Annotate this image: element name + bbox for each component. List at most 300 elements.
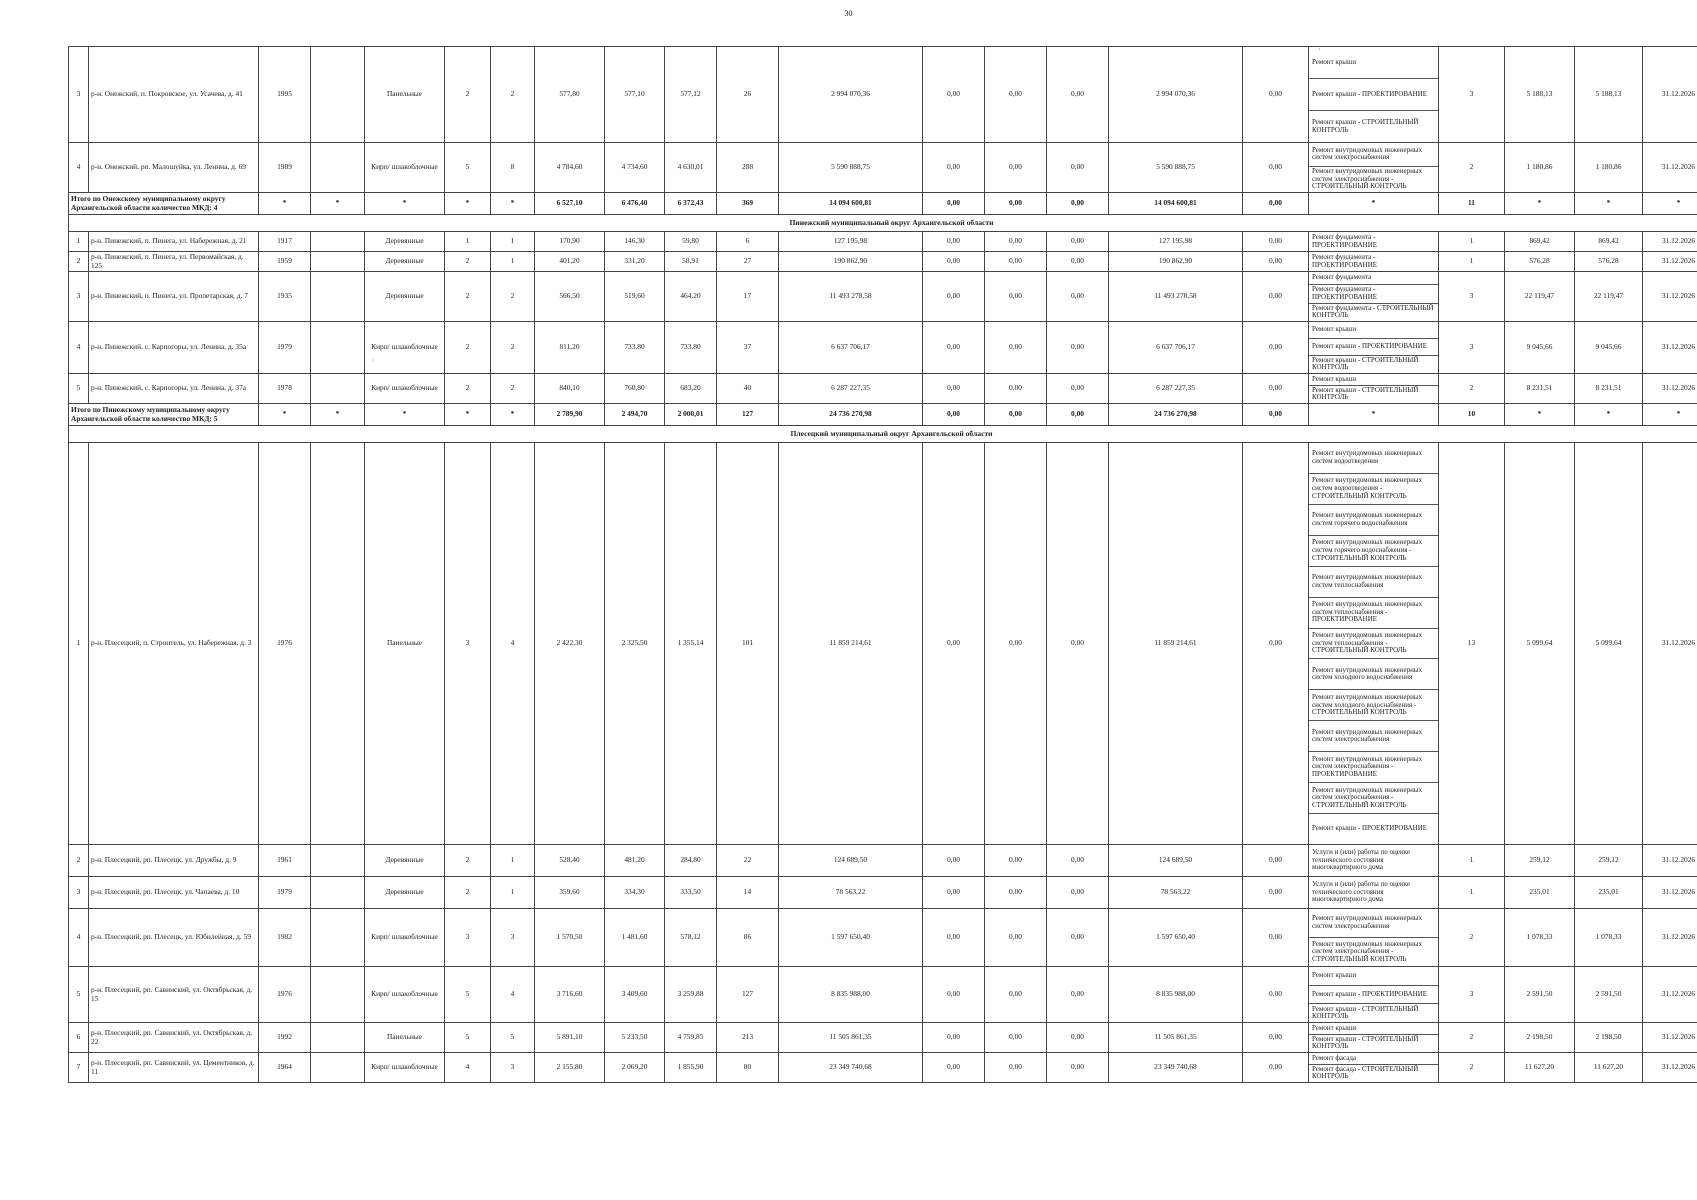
cell-fund-local: 0,00 [1047, 47, 1109, 143]
cell-address: р-н. Плесецкий, рп. Плесецк, ул. Чапаева, д. 10 [89, 877, 259, 909]
works-list [1309, 272, 1438, 321]
cell-year: 1982 [259, 909, 311, 967]
cell-deadline: 31.12.2026 [1643, 374, 1697, 404]
total-deadline: * [1643, 193, 1697, 215]
cell-extra [311, 252, 365, 272]
cell-unit-cost: 869,42 [1505, 232, 1575, 252]
table-row [69, 272, 1697, 322]
cell-year: 1959 [259, 252, 311, 272]
cell-num: 6 [69, 1023, 89, 1053]
cell-num: 2 [69, 252, 89, 272]
cell-fund-federal: 0,00 [923, 1053, 985, 1083]
cell-area-living: 58,91 [665, 252, 717, 272]
total-fund-owners: 14 094 600,81 [1109, 193, 1243, 215]
works-cell [1309, 1053, 1439, 1083]
cell-floors: 2 [445, 322, 491, 374]
table-row [69, 967, 1697, 1023]
cell-unit-cost-max: 1 180,86 [1575, 143, 1643, 193]
cell-area-total: 2 422,30 [535, 443, 605, 845]
cell-entrances: 8 [491, 143, 535, 193]
cell-cost-total: 124 689,50 [779, 845, 923, 877]
cell-unit-cost-max: 259,12 [1575, 845, 1643, 877]
cell-material: Кирп/ шлакоблочные [365, 1053, 445, 1083]
section-header-row [69, 426, 1697, 443]
works-cell [1309, 232, 1439, 252]
cell-unit-cost: 2 198,50 [1505, 1023, 1575, 1053]
total-unit-cost: * [1505, 193, 1575, 215]
cell-residents: 6 [717, 232, 779, 252]
cell-fund-other: 0,00 [1243, 47, 1309, 143]
total-area-living: 2 000,01 [665, 404, 717, 426]
cell-floors: 5 [445, 967, 491, 1023]
total-material: * [365, 193, 445, 215]
cell-extra [311, 443, 365, 845]
table-row [69, 1053, 1697, 1083]
cell-cost-total: 11 859 214,61 [779, 443, 923, 845]
works-cell [1309, 322, 1439, 374]
cell-fund-federal: 0,00 [923, 252, 985, 272]
works-list [1309, 1053, 1438, 1082]
works-cell [1309, 47, 1439, 143]
cell-entrances: 4 [491, 443, 535, 845]
cell-material: Панельные [365, 1023, 445, 1053]
section-header-row [69, 215, 1697, 232]
work-item: Ремонт внутридомовых инженерных систем электроснабжения - СТРОИТЕЛЬНЫЙ КОНТРОЛЬ [1309, 783, 1438, 814]
cell-fund-federal: 0,00 [923, 845, 985, 877]
total-cost-total: 14 094 600,81 [779, 193, 923, 215]
cell-address: р-н. Плесецкий, рп. Савинский, ул. Цементников, д. 11 [89, 1053, 259, 1083]
cell-area-rooms: 2 069,20 [605, 1053, 665, 1083]
cell-material: Панельные [365, 47, 445, 143]
cell-fund-federal: 0,00 [923, 877, 985, 909]
cell-num: 4 [69, 322, 89, 374]
cell-area-total: 2 155,80 [535, 1053, 605, 1083]
cell-fund-owners: 124 689,50 [1109, 845, 1243, 877]
cell-fund-other: 0,00 [1243, 1023, 1309, 1053]
cell-deadline: 31.12.2026 [1643, 1053, 1697, 1083]
cell-material: Кирп/ шлакоблочные [365, 909, 445, 967]
cell-extra [311, 877, 365, 909]
cell-fund-owners: 190 862,90 [1109, 252, 1243, 272]
cell-area-rooms: 519,60 [605, 272, 665, 322]
repair-program-table [68, 46, 1697, 1083]
cell-area-living: 4 759,85 [665, 1023, 717, 1053]
works-cell [1309, 845, 1439, 877]
cell-year: 1964 [259, 1053, 311, 1083]
total-area-rooms: 2 494,70 [605, 404, 665, 426]
cell-area-total: 577,80 [535, 47, 605, 143]
cell-floors: 1 [445, 232, 491, 252]
total-area-living: 6 372,43 [665, 193, 717, 215]
works-list [1309, 877, 1438, 908]
table-row [69, 909, 1697, 967]
cell-area-rooms: 4 734,60 [605, 143, 665, 193]
cell-area-rooms: 146,30 [605, 232, 665, 252]
cell-works-count: 1 [1439, 877, 1505, 909]
cell-num: 1 [69, 232, 89, 252]
cell-address: р-н. Пинежский, п. Пинега, ул. Пролетарская, д. 7 [89, 272, 259, 322]
cell-deadline: 31.12.2026 [1643, 845, 1697, 877]
cell-residents: 127 [717, 967, 779, 1023]
cell-floors: 3 [445, 909, 491, 967]
cell-unit-cost-max: 2 198,50 [1575, 1023, 1643, 1053]
work-item: Ремонт крыши - ПРОЕКТИРОВАНИЕ [1312, 824, 1428, 833]
cell-address: р-н. Плесецкий, рп. Плесецк, ул. Юбилейная, д. 59 [89, 909, 259, 967]
total-cost-total: 24 736 270,98 [779, 404, 923, 426]
work-item: Ремонт внутридомовых инженерных систем горячего водоснабжения - СТРОИТЕЛЬНЫЙ КОНТРОЛЬ [1309, 536, 1438, 567]
cell-extra [311, 143, 365, 193]
table-row [69, 374, 1697, 404]
cell-cost-total: 8 835 988,00 [779, 967, 923, 1023]
cell-deadline: 31.12.2026 [1643, 322, 1697, 374]
total-year: * [259, 404, 311, 426]
cell-unit-cost: 11 627,20 [1505, 1053, 1575, 1083]
cell-cost-total: 11 493 278,58 [779, 272, 923, 322]
cell-deadline: 31.12.2026 [1643, 877, 1697, 909]
cell-entrances: 5 [491, 1023, 535, 1053]
cell-extra [311, 909, 365, 967]
cell-area-rooms: 481,20 [605, 845, 665, 877]
total-unit-cost-max: * [1575, 193, 1643, 215]
cell-entrances: 3 [491, 1053, 535, 1083]
cell-residents: 86 [717, 909, 779, 967]
cell-num: 1 [69, 443, 89, 845]
total-fund-region: 0,00 [985, 404, 1047, 426]
cell-entrances: 1 [491, 252, 535, 272]
cell-extra [311, 845, 365, 877]
cell-area-living: 333,50 [665, 877, 717, 909]
cell-unit-cost: 576,28 [1505, 252, 1575, 272]
cell-fund-owners: 11 505 861,35 [1109, 1023, 1243, 1053]
cell-fund-owners: 78 563,22 [1109, 877, 1243, 909]
section-title: Плесецкий муниципальный округ Архангельской области [69, 426, 1697, 443]
cell-material: Деревянные [365, 232, 445, 252]
cell-unit-cost-max: 235,01 [1575, 877, 1643, 909]
cell-address: р-н. Плесецкий, рп. Савинский, ул. Октябрьская, д. 22 [89, 1023, 259, 1053]
cell-works-count: 1 [1439, 232, 1505, 252]
cell-area-total: 5 891,10 [535, 1023, 605, 1053]
cell-year: 1961 [259, 845, 311, 877]
cell-works-count: 2 [1439, 374, 1505, 404]
cell-year: 1995 [259, 47, 311, 143]
cell-cost-total: 23 349 740,68 [779, 1053, 923, 1083]
cell-unit-cost: 5 188,13 [1505, 47, 1575, 143]
total-entrances: * [491, 404, 535, 426]
cell-fund-owners: 1 597 650,40 [1109, 909, 1243, 967]
works-list [1309, 143, 1438, 192]
cell-area-living: 683,20 [665, 374, 717, 404]
cell-residents: 17 [717, 272, 779, 322]
cell-extra [311, 374, 365, 404]
cell-area-living: 284,80 [665, 845, 717, 877]
cell-floors: 2 [445, 47, 491, 143]
work-item: Ремонт крыши [1309, 322, 1438, 339]
work-item: Ремонт крыши - СТРОИТЕЛЬНЫЙ КОНТРОЛЬ [1312, 1034, 1419, 1051]
total-area-total: 2 789,90 [535, 404, 605, 426]
total-area-total: 6 527,10 [535, 193, 605, 215]
cell-area-total: 4 784,60 [535, 143, 605, 193]
works-cell [1309, 1023, 1439, 1053]
cell-fund-other: 0,00 [1243, 374, 1309, 404]
work-item: Ремонт фундамента [1309, 272, 1438, 285]
total-material: * [365, 404, 445, 426]
work-item: Ремонт внутридомовых инженерных систем электроснабжения - СТРОИТЕЛЬНЫЙ КОНТРОЛЬ [1312, 939, 1423, 963]
cell-fund-region: 0,00 [985, 232, 1047, 252]
cell-fund-local: 0,00 [1047, 967, 1109, 1023]
cell-area-living: 1 855,90 [665, 1053, 717, 1083]
cell-fund-owners: 6 287 227,35 [1109, 374, 1243, 404]
cell-address: р-н. Пинежский, с. Карпогоры, ул. Ленина, д. 37а [89, 374, 259, 404]
cell-area-living: 3 259,88 [665, 967, 717, 1023]
works-list [1309, 47, 1438, 142]
cell-fund-other: 0,00 [1243, 845, 1309, 877]
cell-fund-federal: 0,00 [923, 232, 985, 252]
cell-year: 1989 [259, 143, 311, 193]
cell-area-living: 4 630,01 [665, 143, 717, 193]
works-list [1309, 374, 1438, 403]
cell-extra [311, 1023, 365, 1053]
cell-area-total: 401,20 [535, 252, 605, 272]
cell-fund-owners: 2 994 070,36 [1109, 47, 1243, 143]
cell-deadline: 31.12.2026 [1643, 143, 1697, 193]
cell-unit-cost: 2 591,50 [1505, 967, 1575, 1023]
cell-works-count: 3 [1439, 322, 1505, 374]
cell-year: 1917 [259, 232, 311, 252]
work-item: Ремонт крыши - СТРОИТЕЛЬНЫЙ КОНТРОЛЬ [1312, 117, 1419, 134]
cell-residents: 26 [717, 47, 779, 143]
cell-fund-federal: 0,00 [923, 967, 985, 1023]
cell-address: р-н. Пинежский, с. Карпогоры, ул. Ленина, д. 35а [89, 322, 259, 374]
total-fund-federal: 0,00 [923, 193, 985, 215]
work-item: Ремонт внутридомовых инженерных систем электроснабжения - ПРОЕКТИРОВАНИЕ [1309, 752, 1438, 783]
work-item: Ремонт крыши - СТРОИТЕЛЬНЫЙ КОНТРОЛЬ [1312, 355, 1419, 372]
table-row [69, 252, 1697, 272]
work-item: Ремонт крыши - СТРОИТЕЛЬНЫЙ КОНТРОЛЬ [1312, 385, 1419, 402]
total-row [69, 404, 1697, 426]
cell-cost-total: 6 637 706,17 [779, 322, 923, 374]
cell-fund-federal: 0,00 [923, 374, 985, 404]
cell-floors: 5 [445, 143, 491, 193]
total-fund-other: 0,00 [1243, 404, 1309, 426]
cell-deadline: 31.12.2026 [1643, 272, 1697, 322]
cell-num: 2 [69, 845, 89, 877]
cell-works-count: 2 [1439, 143, 1505, 193]
cell-fund-federal: 0,00 [923, 443, 985, 845]
cell-fund-region: 0,00 [985, 322, 1047, 374]
cell-fund-owners: 5 590 888,75 [1109, 143, 1243, 193]
work-item: Ремонт фасада - СТРОИТЕЛЬНЫЙ КОНТРОЛЬ [1312, 1064, 1419, 1081]
total-fund-local: 0,00 [1047, 404, 1109, 426]
work-item: Ремонт крыши [1309, 1023, 1438, 1035]
work-item: Ремонт внутридомовых инженерных систем горячего водоснабжения [1309, 505, 1438, 536]
cell-deadline: 31.12.2026 [1643, 252, 1697, 272]
cell-fund-other: 0,00 [1243, 877, 1309, 909]
cell-works-count: 2 [1439, 1023, 1505, 1053]
cell-works-count: 3 [1439, 967, 1505, 1023]
cell-extra [311, 967, 365, 1023]
cell-entrances: 2 [491, 322, 535, 374]
cell-deadline: 31.12.2026 [1643, 47, 1697, 143]
total-fund-local: 0,00 [1047, 193, 1109, 215]
cell-fund-federal: 0,00 [923, 143, 985, 193]
cell-area-living: 578,12 [665, 909, 717, 967]
cell-fund-region: 0,00 [985, 909, 1047, 967]
cell-num: 5 [69, 967, 89, 1023]
work-item: Ремонт крыши - СТРОИТЕЛЬНЫЙ КОНТРОЛЬ [1312, 1004, 1419, 1021]
table-row [69, 1023, 1697, 1053]
cell-material: Деревянные [365, 845, 445, 877]
cell-fund-owners: 127 195,98 [1109, 232, 1243, 252]
cell-residents: 22 [717, 845, 779, 877]
cell-fund-local: 0,00 [1047, 143, 1109, 193]
total-residents: 369 [717, 193, 779, 215]
cell-year: 1976 [259, 443, 311, 845]
cell-year: 1979 [259, 322, 311, 374]
cell-fund-other: 0,00 [1243, 967, 1309, 1023]
cell-entrances: 4 [491, 967, 535, 1023]
cell-unit-cost-max: 576,28 [1575, 252, 1643, 272]
cell-fund-region: 0,00 [985, 272, 1047, 322]
cell-fund-local: 0,00 [1047, 443, 1109, 845]
cell-deadline: 31.12.2026 [1643, 443, 1697, 845]
total-extra: * [311, 193, 365, 215]
cell-entrances: 1 [491, 232, 535, 252]
cell-entrances: 2 [491, 374, 535, 404]
cell-area-living: 1 355,14 [665, 443, 717, 845]
cell-address: р-н. Плесецкий, п. Строитель, ул. Набережная, д. 3 [89, 443, 259, 845]
cell-unit-cost-max: 5 099,64 [1575, 443, 1643, 845]
cell-unit-cost: 259,12 [1505, 845, 1575, 877]
work-item: Ремонт внутридомовых инженерных систем теплоснабжения - СТРОИТЕЛЬНЫЙ КОНТРОЛЬ [1309, 629, 1438, 660]
cell-residents: 101 [717, 443, 779, 845]
cell-material: Кирп/ шлакоблочные [365, 967, 445, 1023]
cell-unit-cost: 22 119,47 [1505, 272, 1575, 322]
cell-works-count: 1 [1439, 252, 1505, 272]
cell-area-rooms: 2 325,50 [605, 443, 665, 845]
cell-fund-local: 0,00 [1047, 374, 1109, 404]
cell-unit-cost-max: 8 231,51 [1575, 374, 1643, 404]
table-row [69, 845, 1697, 877]
cell-fund-local: 0,00 [1047, 1023, 1109, 1053]
total-unit-cost-max: * [1575, 404, 1643, 426]
total-residents: 127 [717, 404, 779, 426]
works-cell [1309, 877, 1439, 909]
cell-extra [311, 322, 365, 374]
work-item: Ремонт крыши [1309, 374, 1438, 386]
table-row [69, 877, 1697, 909]
total-fund-owners: 24 736 270,98 [1109, 404, 1243, 426]
total-works: * [1309, 404, 1439, 426]
total-deadline: * [1643, 404, 1697, 426]
cell-area-living: 59,80 [665, 232, 717, 252]
work-item: Ремонт внутридомовых инженерных систем холодного водоснабжения - СТРОИТЕЛЬНЫЙ КОНТРОЛЬ [1309, 690, 1438, 721]
works-cell [1309, 143, 1439, 193]
cell-area-living: 577,12 [665, 47, 717, 143]
total-extra: * [311, 404, 365, 426]
cell-residents: 27 [717, 252, 779, 272]
cell-fund-federal: 0,00 [923, 47, 985, 143]
work-item: Ремонт внутридомовых инженерных систем электроснабжения - СТРОИТЕЛЬНЫЙ КОНТРОЛЬ [1312, 166, 1423, 191]
cell-fund-other: 0,00 [1243, 443, 1309, 845]
work-item: Услуги и (или) работы по оценке технического состояния многоквартирного дома [1312, 848, 1410, 872]
cell-fund-region: 0,00 [985, 143, 1047, 193]
cell-material: Панельные [365, 443, 445, 845]
work-item: Ремонт внутридомовых инженерных систем холодного водоснабжения [1309, 659, 1438, 690]
work-item: Ремонт внутридомовых инженерных систем теплоснабжения - ПРОЕКТИРОВАНИЕ [1309, 598, 1438, 629]
work-item: Ремонт крыши - ПРОЕКТИРОВАНИЕ [1309, 79, 1438, 111]
cell-works-count: 3 [1439, 272, 1505, 322]
section-title: Пинежский муниципальный округ Архангельской области [69, 215, 1697, 232]
cell-fund-region: 0,00 [985, 1023, 1047, 1053]
cell-residents: 80 [717, 1053, 779, 1083]
works-cell [1309, 252, 1439, 272]
total-unit-cost: * [1505, 404, 1575, 426]
cell-material: Кирп/ шлакоблочные [365, 374, 445, 404]
cell-extra [311, 272, 365, 322]
cell-year: 1992 [259, 1023, 311, 1053]
work-item: Ремонт внутридомовых инженерных систем электроснабжения [1309, 909, 1438, 938]
cell-unit-cost: 9 045,66 [1505, 322, 1575, 374]
cell-unit-cost-max: 22 119,47 [1575, 272, 1643, 322]
cell-floors: 2 [445, 845, 491, 877]
cell-address: р-н. Пинежский, п. Пинега, ул. Первомайская, д. 125 [89, 252, 259, 272]
total-area-rooms: 6 476,40 [605, 193, 665, 215]
cell-fund-region: 0,00 [985, 47, 1047, 143]
cell-unit-cost: 5 099,64 [1505, 443, 1575, 845]
cell-works-count: 1 [1439, 845, 1505, 877]
total-floors: * [445, 193, 491, 215]
cell-floors: 5 [445, 1023, 491, 1053]
cell-fund-other: 0,00 [1243, 1053, 1309, 1083]
cell-area-total: 359,60 [535, 877, 605, 909]
cell-extra [311, 1053, 365, 1083]
work-item: Ремонт фундамента - ПРОЕКТИРОВАНИЕ [1309, 285, 1438, 303]
total-fund-other: 0,00 [1243, 193, 1309, 215]
cell-fund-region: 0,00 [985, 1053, 1047, 1083]
work-item: Ремонт фундамента - СТРОИТЕЛЬНЫЙ КОНТРОЛЬ [1312, 303, 1434, 320]
cell-fund-federal: 0,00 [923, 272, 985, 322]
cell-cost-total: 190 862,90 [779, 252, 923, 272]
cell-fund-local: 0,00 [1047, 1053, 1109, 1083]
cell-floors: 2 [445, 877, 491, 909]
cell-num: 5 [69, 374, 89, 404]
work-item: Ремонт крыши [1309, 47, 1438, 79]
cell-unit-cost-max: 2 591,50 [1575, 967, 1643, 1023]
cell-entrances: 2 [491, 47, 535, 143]
cell-fund-other: 0,00 [1243, 322, 1309, 374]
works-list [1309, 252, 1438, 271]
cell-material: Деревянные [365, 877, 445, 909]
cell-deadline: 31.12.2026 [1643, 967, 1697, 1023]
cell-floors: 2 [445, 272, 491, 322]
cell-unit-cost-max: 869,42 [1575, 232, 1643, 252]
cell-area-rooms: 577,10 [605, 47, 665, 143]
cell-entrances: 1 [491, 877, 535, 909]
cell-unit-cost-max: 5 188,13 [1575, 47, 1643, 143]
cell-area-total: 528,40 [535, 845, 605, 877]
cell-fund-other: 0,00 [1243, 232, 1309, 252]
cell-fund-owners: 23 349 740,68 [1109, 1053, 1243, 1083]
cell-material: Деревянные [365, 252, 445, 272]
work-item: Ремонт крыши [1309, 967, 1438, 986]
cell-unit-cost: 1 078,33 [1505, 909, 1575, 967]
work-item: Ремонт внутридомовых инженерных систем теплоснабжения [1309, 567, 1438, 598]
cell-area-rooms: 1 481,60 [605, 909, 665, 967]
total-row [69, 193, 1697, 215]
cell-year: 1976 [259, 967, 311, 1023]
cell-fund-local: 0,00 [1047, 272, 1109, 322]
cell-cost-total: 5 590 888,75 [779, 143, 923, 193]
